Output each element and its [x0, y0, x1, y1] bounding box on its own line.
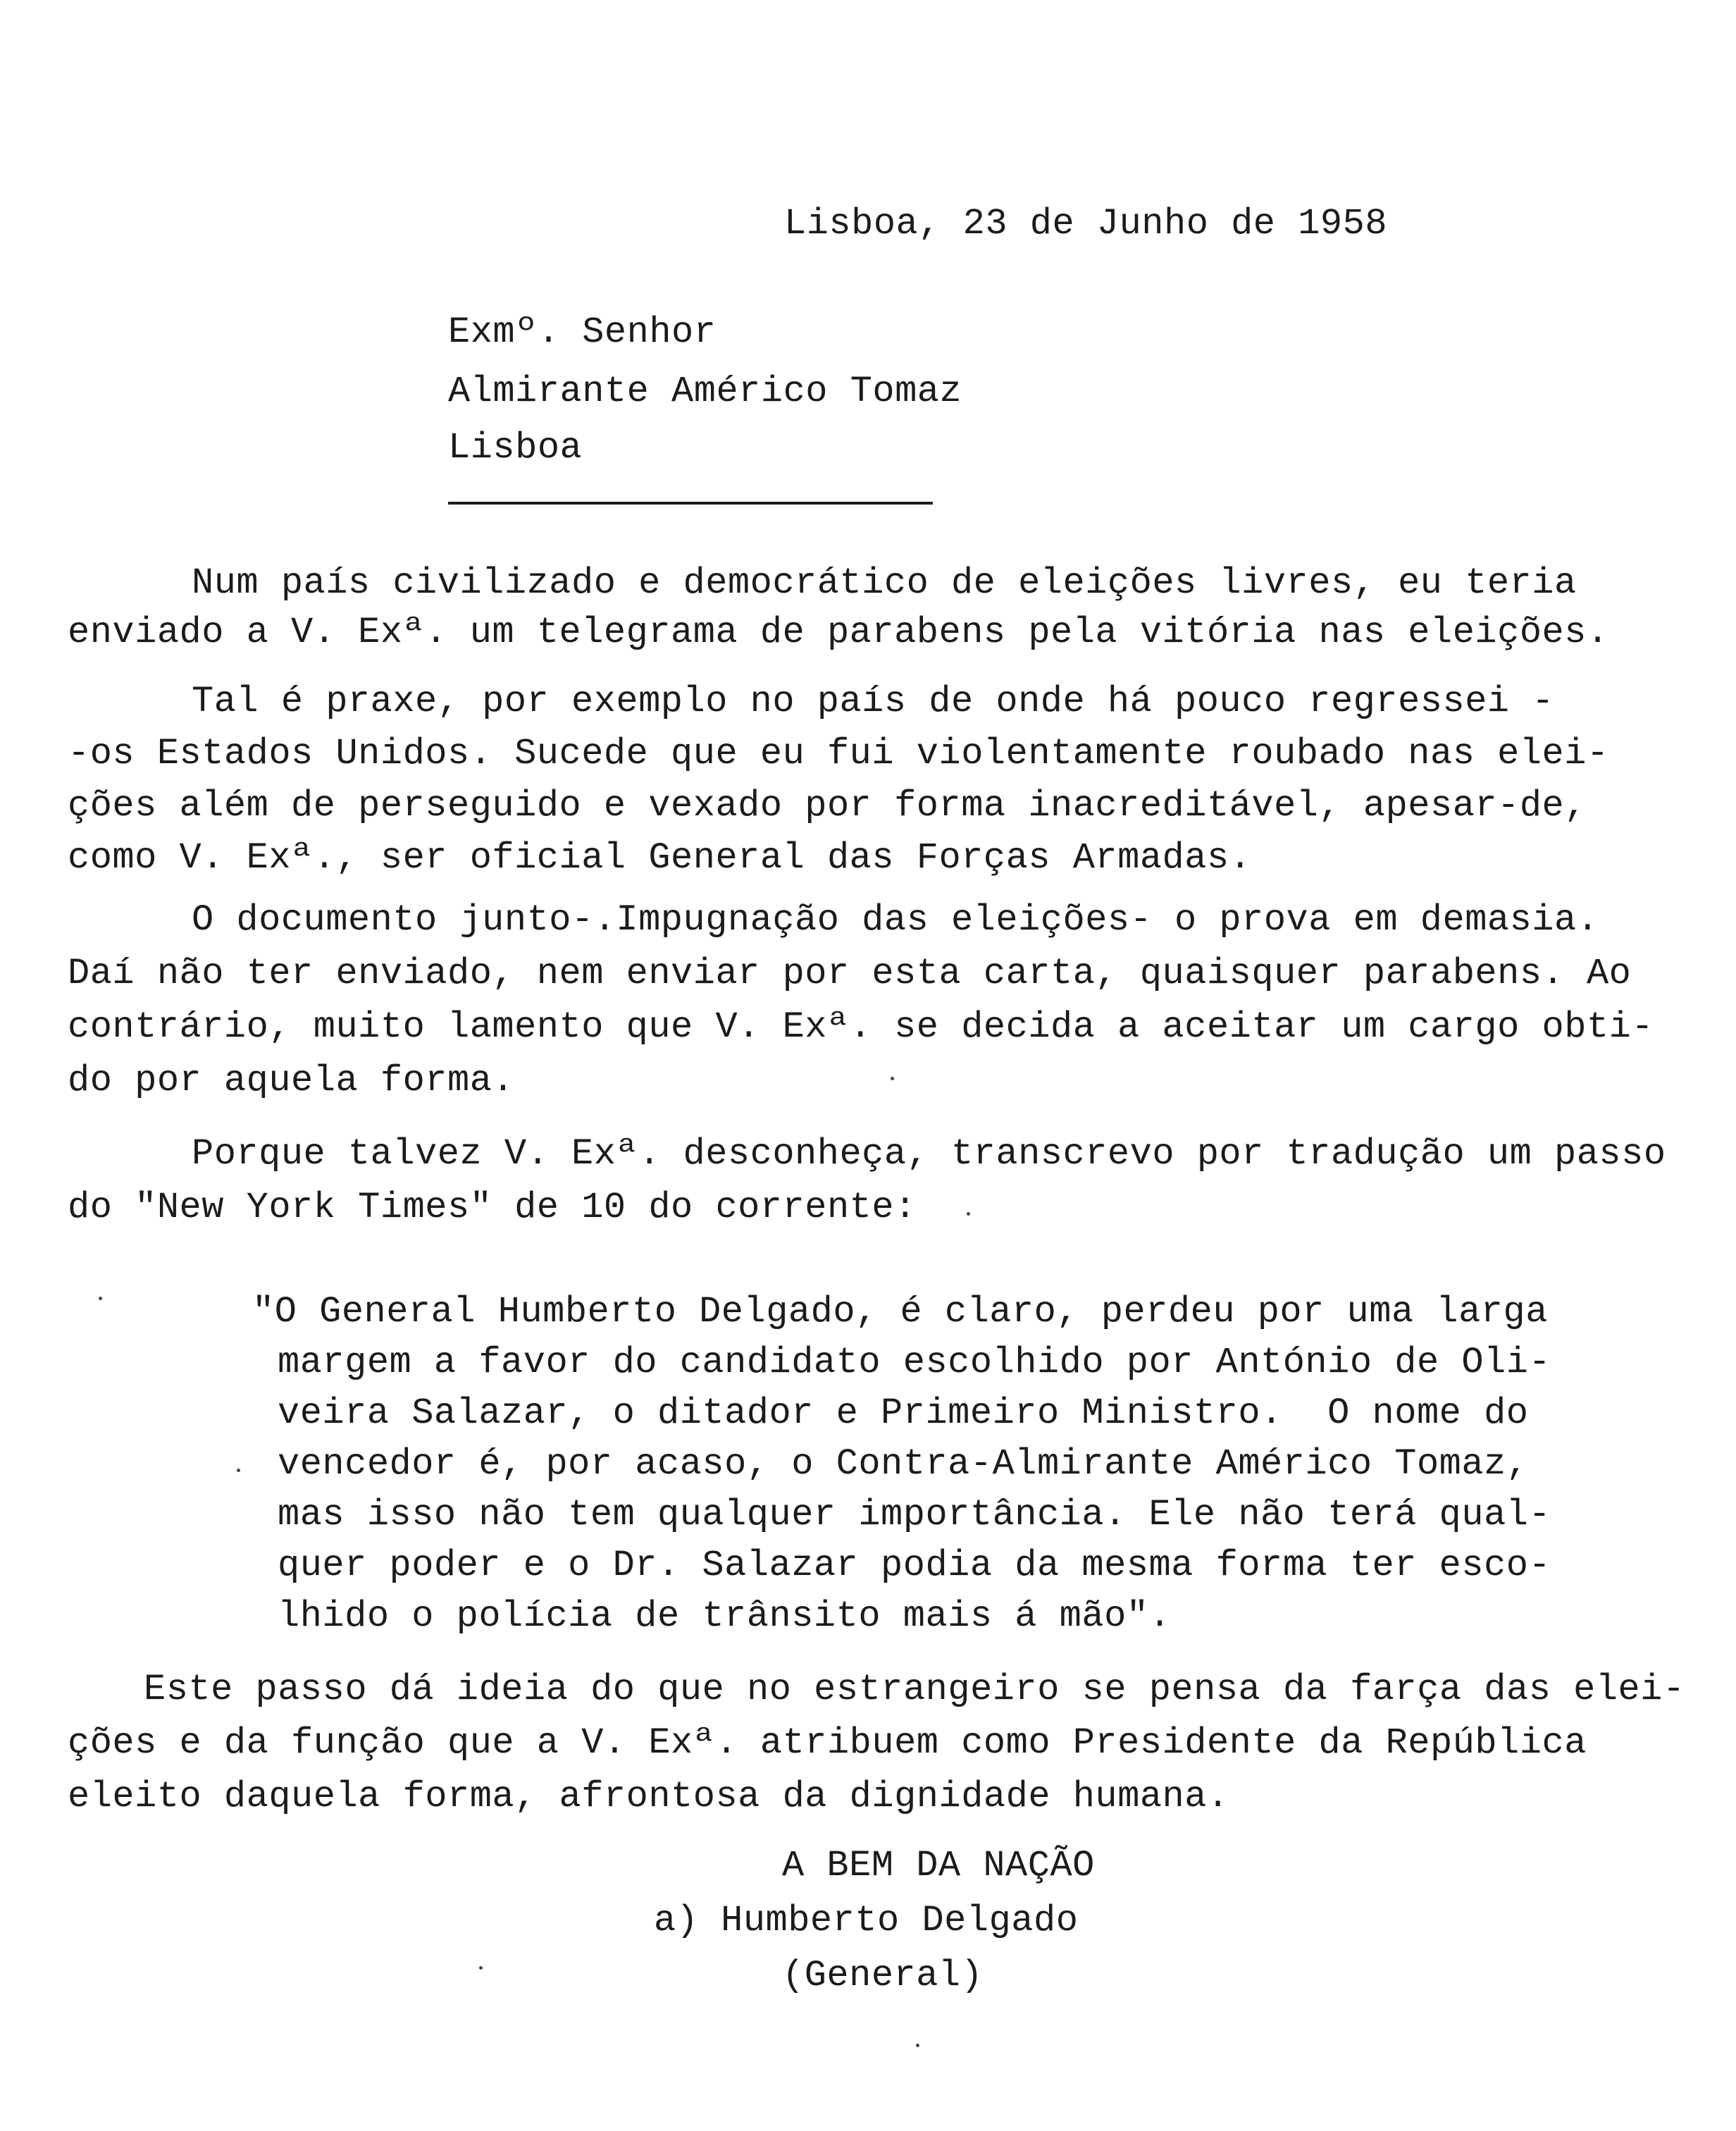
signature-rank: (General)	[782, 1955, 984, 1996]
address-divider	[448, 502, 933, 505]
scan-speck	[237, 1469, 240, 1472]
scan-speck	[99, 1297, 102, 1300]
paragraph-line: contrário, muito lamento que V. Exª. se decida a aceitar um cargo obti-	[68, 1006, 1654, 1048]
closing-motto: A BEM DA NAÇÃO	[782, 1845, 1095, 1886]
signature-name: a) Humberto Delgado	[654, 1900, 1079, 1941]
scan-speck	[479, 1966, 483, 1970]
paragraph-line: Daí não ter enviado, nem enviar por esta carta, quaisquer parabens. Ao	[68, 953, 1632, 994]
quote-line: veira Salazar, o ditador e Primeiro Ministro. O nome do	[278, 1392, 1529, 1434]
quote-line: margem a favor do candidato escolhido por António de Oli-	[278, 1342, 1551, 1383]
paragraph-line: O documento junto-.Impugnação das eleições- o prova em demasia.	[192, 899, 1599, 941]
paragraph-line: ções além de perseguido e vexado por forma inacreditável, apesar-de,	[68, 785, 1587, 827]
scan-speck	[967, 1212, 970, 1216]
quote-line: lhido o polícia de trânsito mais á mão".	[278, 1595, 1172, 1637]
quote-block	[252, 1291, 1551, 1637]
scan-speck	[891, 1077, 894, 1080]
quote-line: mas isso não tem qualquer importância. Ele não terá qual-	[278, 1494, 1551, 1536]
paragraph-line: enviado a V. Exª. um telegrama de parabens pela vitória nas eleições.	[68, 612, 1609, 653]
recipient-city: Lisboa	[448, 427, 583, 469]
paragraph-line: como V. Exª., ser oficial General das Forças Armadas.	[68, 837, 1252, 879]
paragraph-3	[68, 899, 1654, 1101]
paragraph-line: Num país civilizado e democrático de eleições livres, eu teria	[192, 562, 1577, 604]
paragraph-line: eleito daquela forma, afrontosa da dignidade humana.	[68, 1776, 1229, 1817]
quote-line: vencedor é, por acaso, o Contra-Almirante Américo Tomaz,	[278, 1443, 1529, 1485]
closing-paragraph	[68, 1669, 1685, 1817]
paragraph-line: -os Estados Unidos. Sucede que eu fui violentamente roubado nas elei-	[68, 733, 1609, 774]
paragraph-line: do "New York Times" de 10 do corrente:	[68, 1187, 917, 1228]
paragraph-1	[68, 562, 1609, 653]
paragraph-line: Porque talvez V. Exª. desconheça, transcrevo por tradução um passo	[192, 1133, 1666, 1175]
recipient-salutation: Exmº. Senhor	[448, 311, 717, 353]
paragraph-2	[68, 681, 1609, 879]
paragraph-line: Tal é praxe, por exemplo no país de onde há pouco regressei -	[192, 681, 1555, 722]
quote-line: quer poder e o Dr. Salazar podia da mesma forma ter esco-	[278, 1545, 1551, 1586]
scan-speck	[916, 2044, 919, 2047]
paragraph-line: do por aquela forma.	[68, 1060, 515, 1101]
quote-line: "O General Humberto Delgado, é claro, perdeu por uma larga	[252, 1291, 1548, 1333]
paragraph-line: ções e da função que a V. Exª. atribuem como Presidente da República	[68, 1722, 1587, 1764]
paragraph-line: Este passo dá ideia do que no estrangeiro se pensa da farça das elei-	[144, 1669, 1685, 1710]
recipient-name: Almirante Américo Tomaz	[448, 371, 962, 412]
dateline: Lisboa, 23 de Junho de 1958	[784, 203, 1388, 245]
paragraph-4	[68, 1133, 1666, 1228]
